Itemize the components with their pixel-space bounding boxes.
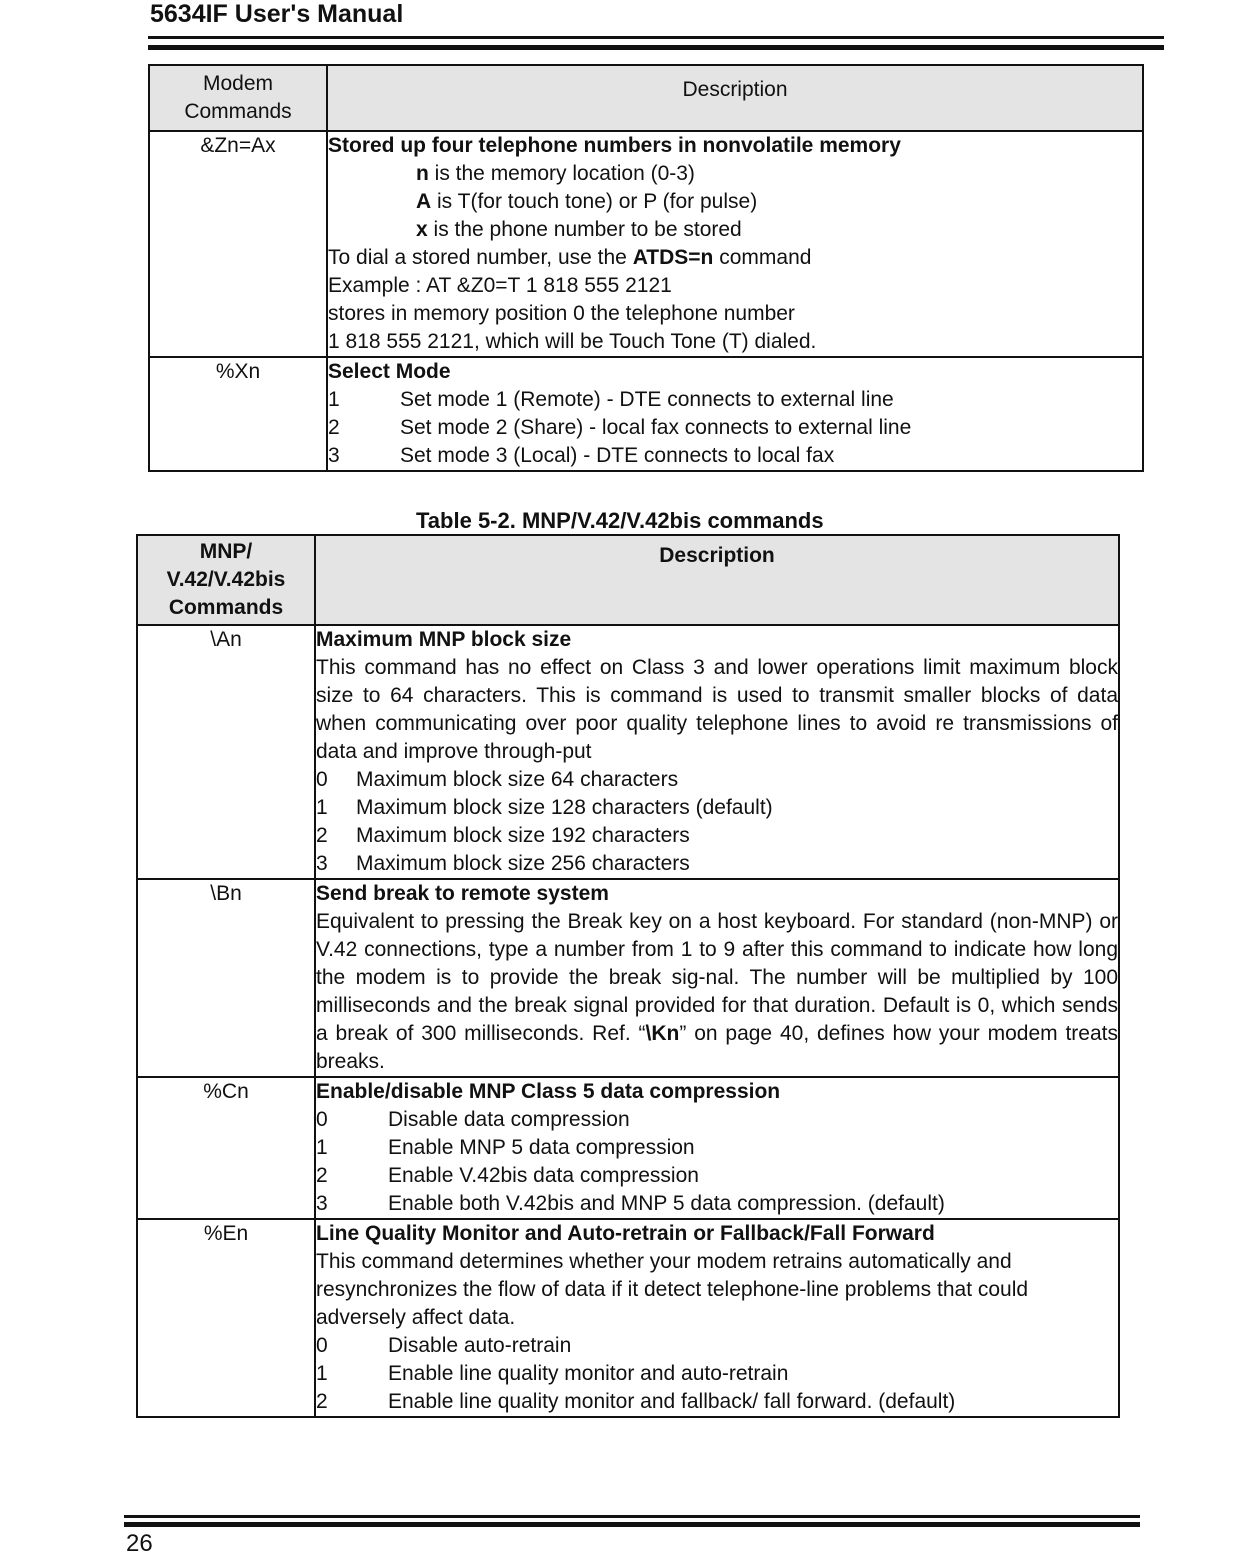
param-line	[328, 160, 1142, 188]
option-number: 1	[316, 1362, 328, 1385]
col-header-description	[315, 535, 1119, 625]
option-line	[316, 1134, 1118, 1162]
option-text: Set mode 2 (Share) - local fax connects to external line	[400, 416, 912, 439]
option-number: 1	[316, 1136, 328, 1159]
option-text: Maximum block size 256 characters	[356, 852, 690, 875]
command-title: Enable/disable MNP Class 5 data compression	[316, 1080, 781, 1103]
dial-line	[328, 244, 1142, 272]
table-row	[137, 1219, 1119, 1417]
body-keyword: \Kn	[645, 1022, 680, 1045]
option-line	[316, 822, 1118, 850]
command-title: Select Mode	[328, 360, 451, 383]
mnp-commands-table	[136, 534, 1120, 1418]
option-text: Enable both V.42bis and MNP 5 data compression. (default)	[388, 1192, 945, 1215]
option-line	[328, 442, 1142, 470]
dial-pre-text: To dial a stored number, use the	[328, 246, 633, 269]
option-number: 3	[328, 444, 340, 467]
option-text: Enable V.42bis data compression	[388, 1164, 699, 1187]
option-line	[316, 1360, 1118, 1388]
header-rule-thin	[148, 36, 1164, 39]
option-number: 0	[316, 1334, 328, 1357]
option-line	[316, 1332, 1118, 1360]
option-text: Enable line quality monitor and fallback/ fall forward. (default)	[388, 1390, 956, 1413]
table-row	[137, 879, 1119, 1077]
command-title: Stored up four telephone numbers in nonvolatile memory	[328, 134, 901, 157]
option-line	[316, 794, 1118, 822]
body-post-text: ” on page 40, defines how your modem treats breaks.	[316, 1022, 1118, 1073]
option-text: Disable auto-retrain	[388, 1334, 572, 1357]
command-title: Maximum MNP block size	[316, 628, 572, 651]
modem-commands-table	[148, 64, 1144, 472]
description-cell	[315, 1077, 1119, 1219]
description-cell	[327, 357, 1143, 471]
option-line	[316, 1106, 1118, 1134]
param-key: n	[416, 162, 429, 185]
option-number: 1	[328, 388, 340, 411]
param-text: is the phone number to be stored	[427, 218, 742, 241]
dial-command: ATDS=n	[632, 246, 714, 269]
param-text: is T(for touch tone) or P (for pulse)	[431, 190, 758, 213]
command-title: Send break to remote system	[316, 882, 609, 905]
col-header-line: Commands	[168, 596, 284, 619]
command-body	[316, 908, 1118, 1076]
command-body: This command has no effect on Class 3 and lower operations limit maximum block size to 64 characters. This is command is used to transmit smaller blocks of data when communicating over poor quality telephone lines to avoid re transmissions of data and improve through-put	[316, 656, 1118, 763]
body-pre-text: Equivalent to pressing the Break key on a host keyboard. For standard (non-MNP) or V.42 connections, type a number from 1 to 9 after this command to indicate how long the modem is to provide the break sig-nal. The number will be multiplied by 100 milliseconds and the break signal provided for that duration. Default is 0, which sends a break of 300 milliseconds. Ref. “	[316, 910, 1118, 1045]
col-header-line: V.42/V.42bis	[166, 568, 286, 591]
option-number: 2	[316, 1390, 328, 1413]
footer-rule-thin	[124, 1515, 1140, 1518]
option-number: 2	[328, 416, 340, 439]
description-cell	[315, 879, 1119, 1077]
option-number: 3	[316, 1192, 328, 1215]
option-number: 3	[316, 852, 328, 875]
command-title: Line Quality Monitor and Auto-retrain or Fallback/Fall Forward	[316, 1222, 935, 1245]
option-number: 0	[316, 1108, 328, 1131]
option-text: Set mode 3 (Local) - DTE connects to local fax	[400, 444, 835, 467]
option-number: 2	[316, 1164, 328, 1187]
option-text: Maximum block size 128 characters (default)	[356, 796, 773, 819]
footer-rule-thick	[124, 1522, 1140, 1527]
command-body: This command determines whether your modem retrains automatically and resynchronizes the flow of data if it detect telephone-line problems that could adversely affect data.	[316, 1250, 1029, 1329]
param-key: A	[416, 190, 432, 213]
option-line	[328, 414, 1142, 442]
table-row	[149, 357, 1143, 471]
option-text: Disable data compression	[388, 1108, 630, 1131]
col-header-commands	[149, 65, 327, 131]
description-cell	[315, 625, 1119, 879]
table-row	[137, 625, 1119, 879]
option-text: Enable line quality monitor and auto-retrain	[388, 1362, 789, 1385]
param-text: is the memory location (0-3)	[428, 162, 695, 185]
col-header-description-text: Description	[659, 544, 775, 567]
col-header-description-text: Description	[682, 78, 788, 101]
option-number: 0	[316, 768, 328, 791]
option-line	[316, 766, 1118, 794]
table-row	[149, 131, 1143, 357]
example-line: Example : AT &Z0=T 1 818 555 2121	[328, 274, 672, 297]
col-header-line: MNP/	[199, 540, 253, 563]
page-number: 26	[126, 1530, 153, 1557]
option-text: Set mode 1 (Remote) - DTE connects to external line	[400, 388, 894, 411]
table-row	[137, 1077, 1119, 1219]
command-cell: \Bn	[137, 879, 315, 1077]
option-line	[316, 850, 1118, 878]
command-cell: %Cn	[137, 1077, 315, 1219]
option-text: Enable MNP 5 data compression	[388, 1136, 695, 1159]
option-number: 1	[316, 796, 328, 819]
option-number: 2	[316, 824, 328, 847]
body-line: stores in memory position 0 the telephone number	[328, 302, 795, 325]
command-cell: \An	[137, 625, 315, 879]
table-header-row	[149, 65, 1143, 131]
option-text: Maximum block size 192 characters	[356, 824, 690, 847]
header-rule-thick	[148, 45, 1164, 50]
description-cell	[315, 1219, 1119, 1417]
page-header-title: 5634IF User's Manual	[150, 0, 404, 28]
col-header-commands	[137, 535, 315, 625]
option-text: Maximum block size 64 characters	[356, 768, 679, 791]
param-line	[328, 188, 1142, 216]
command-cell: %En	[137, 1219, 315, 1417]
col-header-description	[327, 65, 1143, 131]
param-key: x	[416, 218, 428, 241]
body-line: 1 818 555 2121, which will be Touch Tone (T) dialed.	[328, 330, 817, 353]
table-caption: Table 5-2. MNP/V.42/V.42bis commands	[416, 508, 824, 533]
option-line	[316, 1190, 1118, 1218]
table-header-row	[137, 535, 1119, 625]
command-cell: %Xn	[149, 357, 327, 471]
command-cell: &Zn=Ax	[149, 131, 327, 357]
description-cell	[327, 131, 1143, 357]
param-line	[328, 216, 1142, 244]
col-header-commands-text: Modem Commands	[184, 72, 292, 123]
option-line	[316, 1388, 1118, 1416]
dial-post-text: command	[713, 246, 812, 269]
option-line	[328, 386, 1142, 414]
option-line	[316, 1162, 1118, 1190]
